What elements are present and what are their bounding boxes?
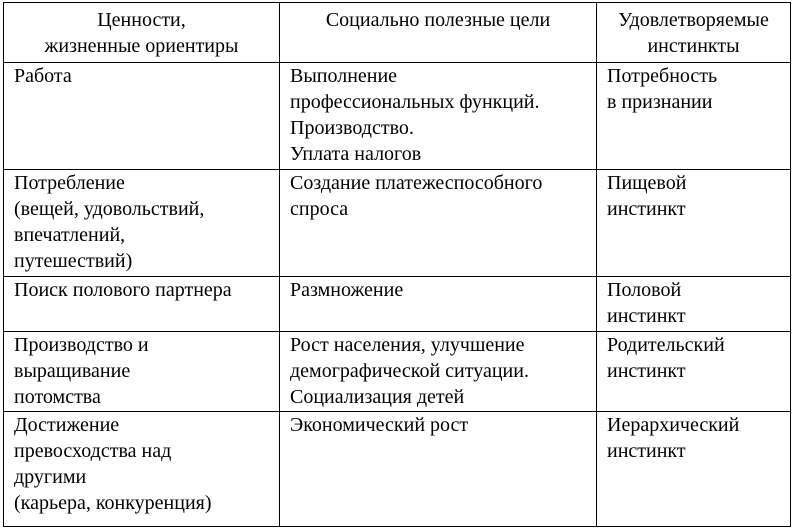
cell-goal: Создание платежеспособного спроса [280,170,597,277]
values-table [3,2,791,527]
cell-instinct: Потребность в признании [597,63,791,170]
cell-instinct: Половой инстинкт [597,277,791,332]
cell-goal: Размножение [280,277,597,332]
cell-value: Достижение превосходства над другими (карьера, конкуренция) [4,412,280,527]
table-row [4,412,791,527]
cell-instinct: Пищевой инстинкт [597,170,791,277]
cell-instinct: Иерархический инстинкт [597,412,791,527]
cell-goal: Рост населения, улучшение демографической ситуации. Социализация детей [280,332,597,412]
table-row [4,63,791,170]
header-values: Ценности, жизненные ориентиры [4,3,280,63]
cell-value: Производство и выращивание потомства [4,332,280,412]
cell-value: Поиск полового партнера [4,277,280,332]
cell-instinct: Родительский инстинкт [597,332,791,412]
cell-goal: Выполнение профессиональных функций. Производство. Уплата налогов [280,63,597,170]
header-row [4,3,791,63]
header-goals: Социально полезные цели [280,3,597,63]
cell-goal: Экономический рост [280,412,597,527]
table-row [4,277,791,332]
table-row [4,332,791,412]
header-instincts: Удовлетворяемые инстинкты [597,3,791,63]
cell-value: Работа [4,63,280,170]
cell-value: Потребление (вещей, удовольствий, впечатлений, путешествий) [4,170,280,277]
table-row [4,170,791,277]
